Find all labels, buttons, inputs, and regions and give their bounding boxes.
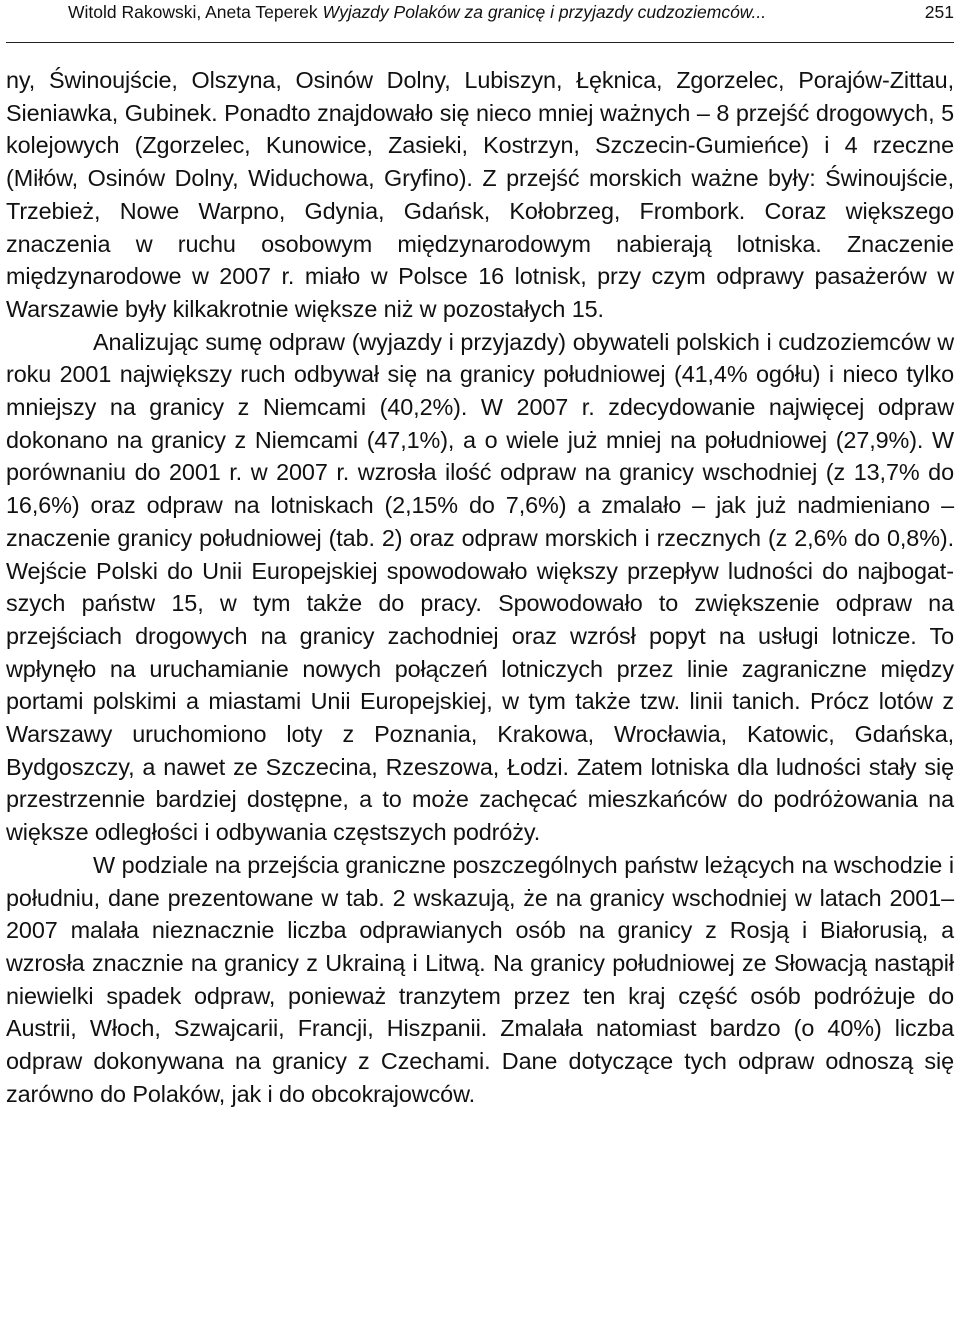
paragraph-border-traffic-analysis: Analizując sumę odpraw (wyjazdy i przyjazdy) obywateli polskich i cudzoziemców w roku 2001 największy ruch odbywał się na granicy południowej (41,4% ogółu) i nieco tylko mniejszy na granicy z Niemcami (40,2%). W 2007 r. zdecydowanie najwięcej odpraw dokonano na granicy z Niemcami (47,1%), a o wiele już mniej na południowej (27,9%). W porównaniu do 2001 r. w 2007 r. wzrosła ilość odpraw na granicy wschodniej (z 13,7% do 16,6%) oraz odpraw na lotniskach (2,15% do 7,6%) a zmalało – jak już nadmieniano – znaczenie granicy południowej (tab. 2) oraz odpraw morskich i rzecznych (z 2,6% do 0,8%). Wejście Polski do Unii Europejskiej spowodowało większy przepływ ludności do najbogatszych państw 15, w tym także do pracy. Spowodowało to zwiększenie odpraw na przejściach drogowych na granicy zachodniej oraz wzrósł popyt na usługi lotnicze. To wpłynęło na uruchamianie nowych połączeń lotniczych przez linie zagraniczne między portami polskimi a miastami Unii Europejskiej, w tym także tzw. linii tanich. Prócz lotów z Warszawy uruchomiono loty z Poznania, Krakowa, Wrocławia, Katowic, Gdańska, Bydgoszczy, a nawet ze Szczecina, Rzeszowa, Łodzi. Zatem lotniska dla ludności stały się przestrzennie bardziej dostępne, a to może zachęcać mieszkańców do podróżowania na większe odległości i odbywania częstszych podróży. xyxy=(6,328,954,846)
paragraph-east-south-borders: W podziale na przejścia graniczne poszczególnych państw leżących na wschodzie i południu, dane prezentowane w tab. 2 wskazują, że na granicy wschodniej w latach 2001–2007 malała nieznacznie liczba odprawianych osób na granicy z Rosją i Białorusią, a wzrosła znacznie na granicy z Ukrainą i Litwą. Na granicy południowej ze Słowacją nastąpił niewielki spadek odpraw, ponieważ tranzytem przez ten kraj część osób podróżuje do Austrii, Włoch, Szwajcarii, Francji, Hiszpanii. Zmalała natomiast bardzo (o 40%) liczba odpraw dokonywana na granicy z Czechami. Dane dotyczące tych odpraw odnoszą się zarówno do Polaków, jak i do obcokrajowców. xyxy=(6,851,954,1107)
running-header xyxy=(6,0,954,43)
header-authors: Witold Rakowski, Aneta Teperek xyxy=(68,2,318,22)
header-authors-and-title xyxy=(68,2,766,22)
page-number: 251 xyxy=(924,2,954,22)
paragraph-continuation: ny, Świnoujście, Olszyna, Osinów Dolny, Lubiszyn, Łęknica, Zgorzelec, Porajów-Zittau, Sieniawka, Gubinek. Ponadto znajdowało się nieco mniej ważnych – 8 przejść drogowych, 5 kolejowych (Zgorzelec, Kunowice, Zasieki, Kostrzyn, Szczecin-Gumieńce) i 4 rzeczne (Miłów, Osinów Dolny, Widuchowa, Gryfino). Z przejść morskich ważne były: Świnoujście, Trzebież, Nowe Warpno, Gdynia, Gdańsk, Kołobrzeg, Frombork. Coraz większego znaczenia w ruchu osobowym międzynarodowym nabierają lotniska. Znaczenie międzynarodowe w 2007 r. miało w Polsce 16 lotnisk, przy czym odprawy pasażerów w Warszawie były kilkakrotnie większe niż w pozostałych 15. xyxy=(6,67,954,322)
document-page xyxy=(6,0,954,1331)
body-text xyxy=(6,64,954,1111)
header-title: Wyjazdy Polaków za granicę i przyjazdy cudzoziemców... xyxy=(322,2,767,22)
